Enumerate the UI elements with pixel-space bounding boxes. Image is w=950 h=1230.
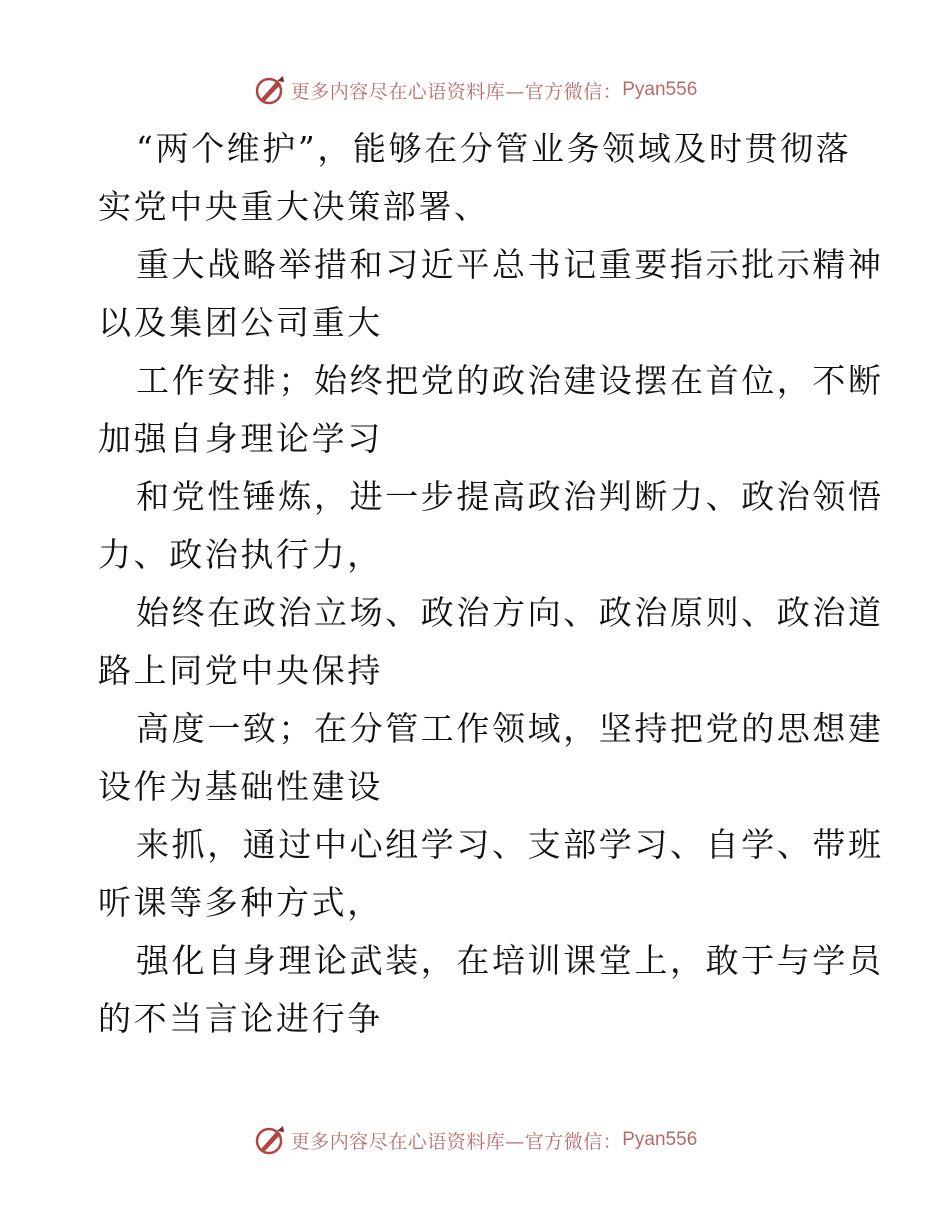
- pen-logo-icon: [253, 1123, 287, 1157]
- text-line: 重大战略举措和习近平总书记重要指示批示精神: [136, 245, 884, 284]
- text-line: 的不当言论进行争: [98, 999, 383, 1038]
- text-line: 工作安排；始终把党的政治建设摆在首位，不断: [136, 361, 884, 400]
- text-line: 和党性锤炼，进一步提高政治判断力、政治领悟: [136, 477, 884, 516]
- text-line: 设作为基础性建设: [98, 767, 383, 806]
- text-line: 始终在政治立场、政治方向、政治原则、政治道: [136, 593, 884, 632]
- text-line: 实党中央重大决策部署、: [98, 187, 490, 226]
- text-line: 加强自身理论学习: [98, 419, 383, 458]
- banner-text: 更多内容尽在心语资料库—官方微信：: [290, 1130, 623, 1153]
- text-line: 路上同党中央保持: [98, 651, 383, 690]
- text-line: 来抓，通过中心组学习、支部学习、自学、带班: [136, 825, 884, 864]
- header-watermark: [0, 70, 950, 110]
- text-line: 强化自身理论武装，在培训课堂上，敢于与学员: [136, 941, 884, 980]
- document-body: [98, 120, 884, 1048]
- footer-watermark: [0, 1120, 950, 1160]
- banner-wechat-id: Pyan556: [622, 1129, 698, 1150]
- banner-text: 更多内容尽在心语资料库—官方微信：: [290, 80, 623, 103]
- text-line: 听课等多种方式，: [98, 883, 383, 922]
- text-line: 高度一致；在分管工作领域，坚持把党的思想建: [136, 709, 884, 748]
- text-line: 力、政治执行力，: [98, 535, 383, 574]
- pen-logo-icon: [253, 73, 287, 107]
- text-line: “两个维护”，能够在分管业务领域及时贯彻落: [136, 129, 852, 168]
- banner-wechat-id: Pyan556: [622, 79, 698, 100]
- text-line: 以及集团公司重大: [98, 303, 383, 342]
